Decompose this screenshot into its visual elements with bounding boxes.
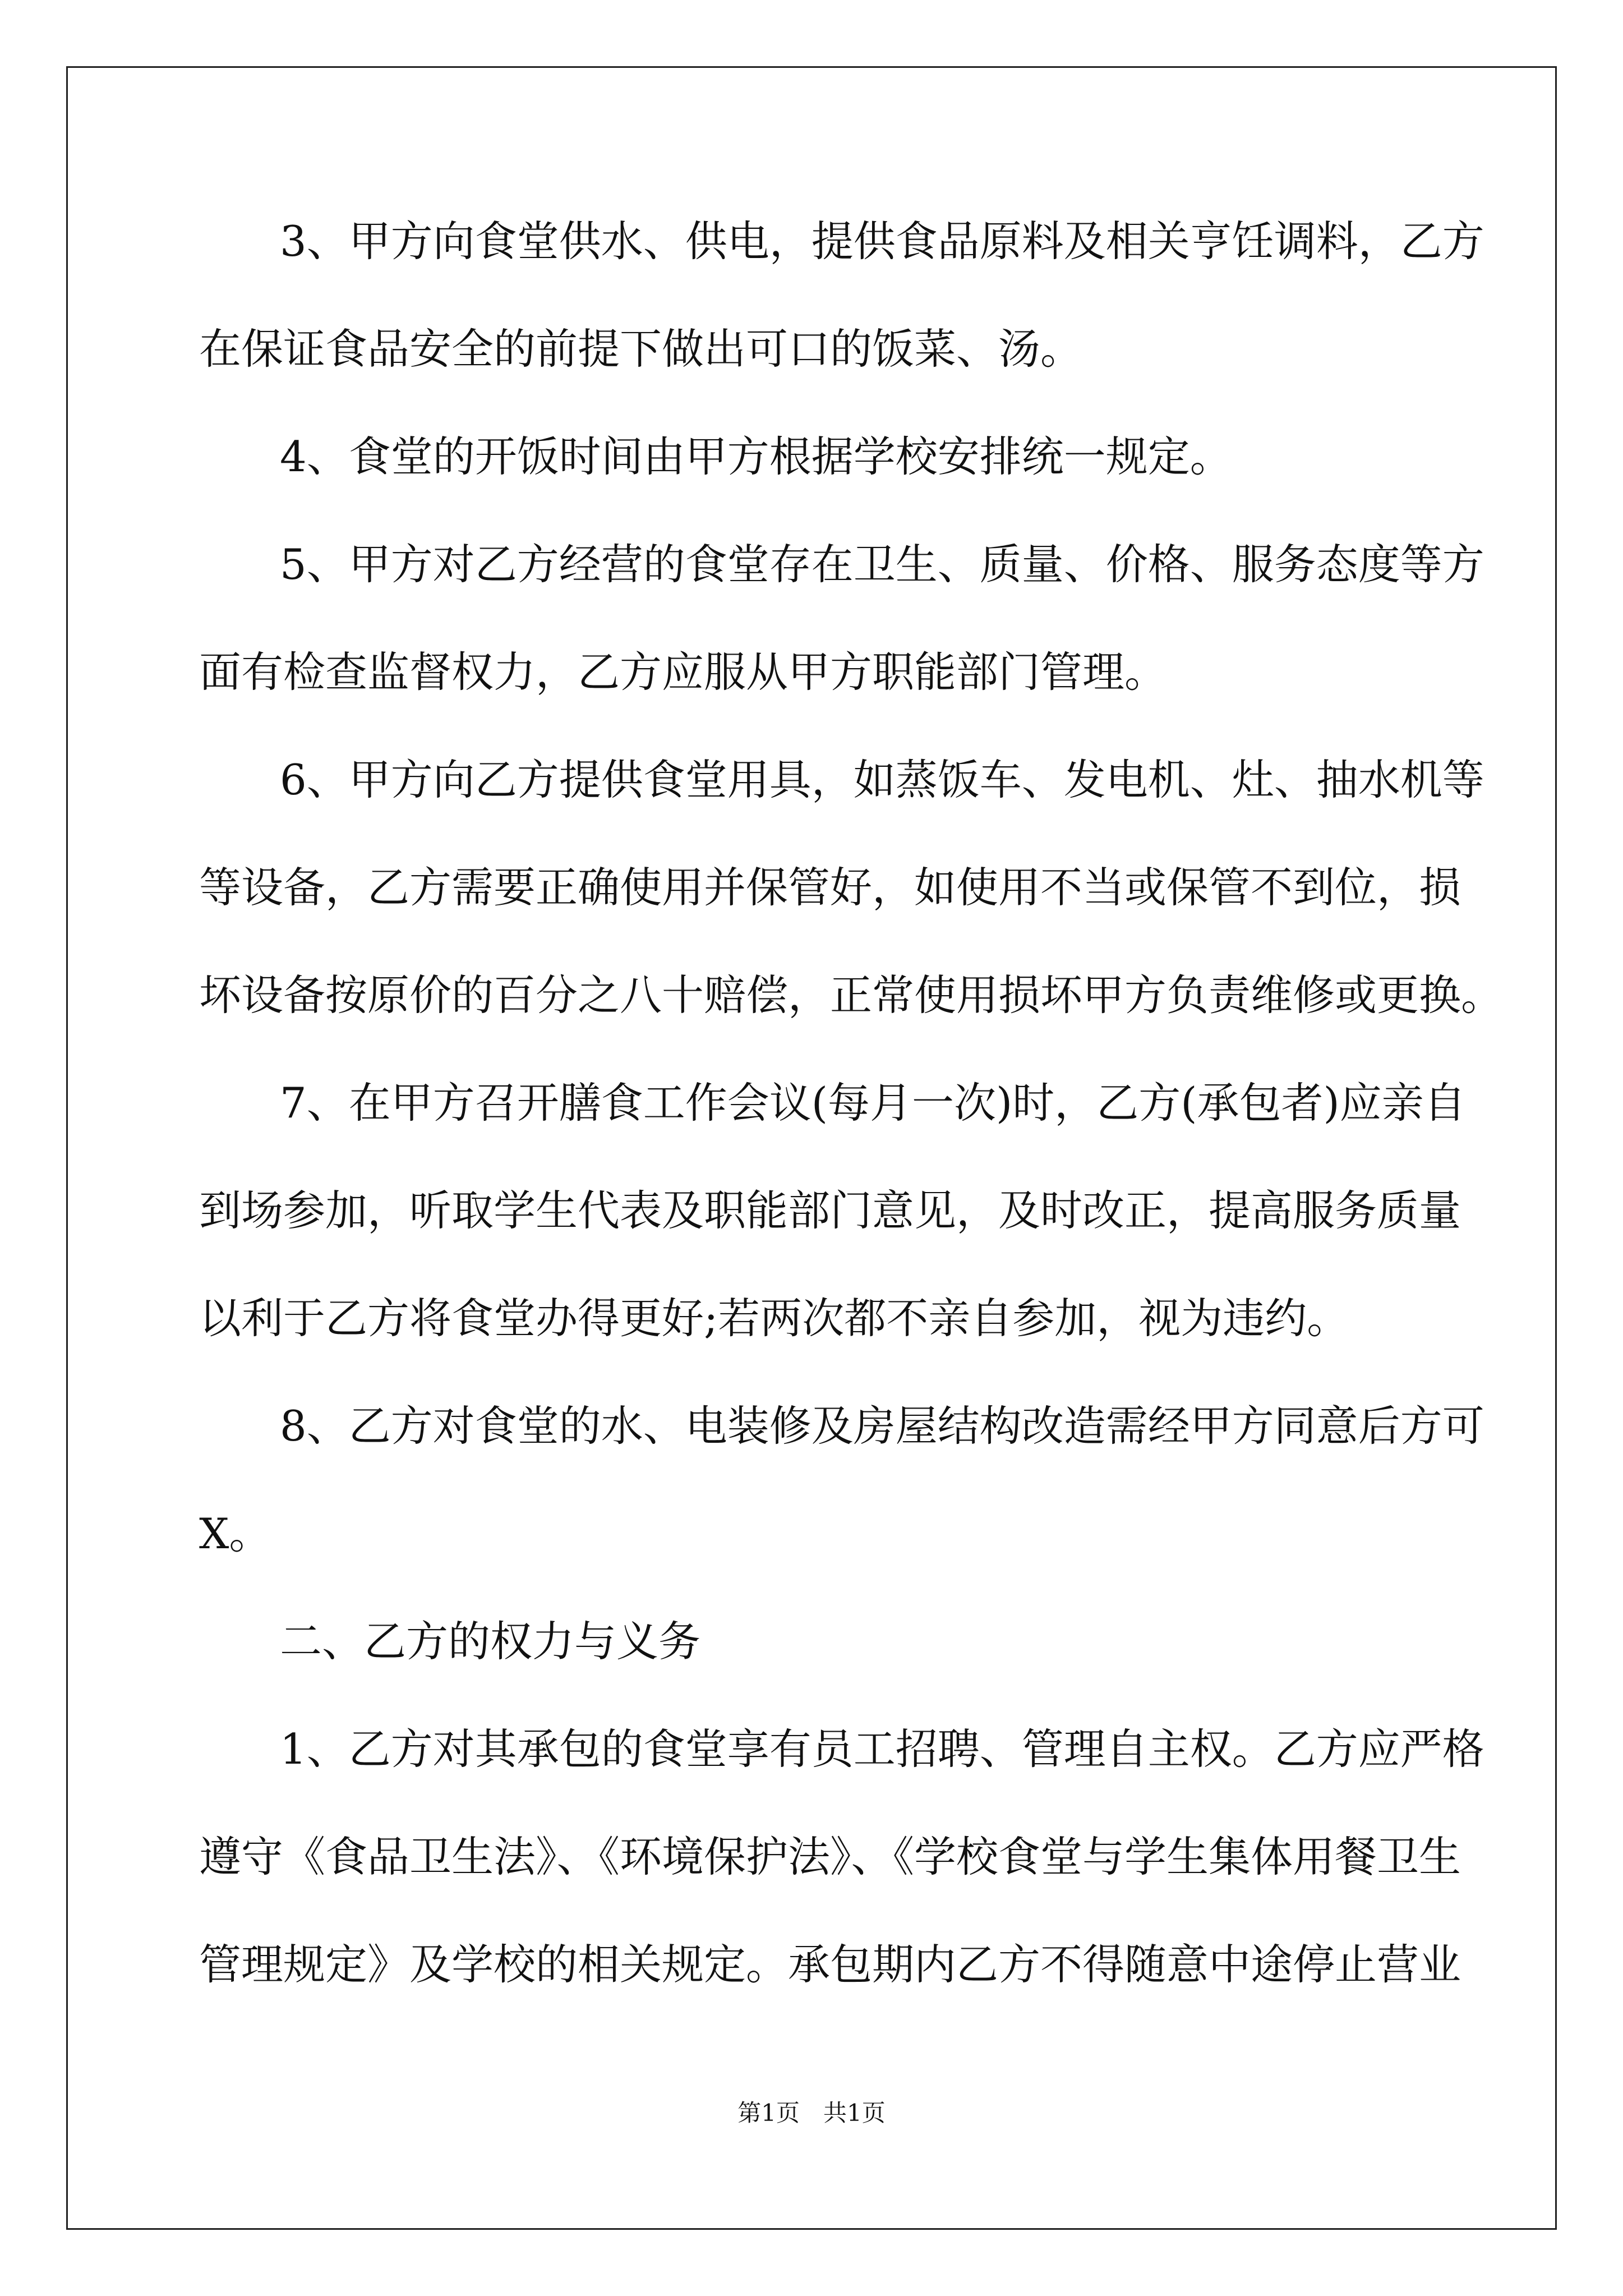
page-number: 第1页 共1页 <box>737 2099 886 2127</box>
paragraph-line: 8、乙方对食堂的水、电装修及房屋结构改造需经甲方同意后方可 <box>280 1401 1484 1451</box>
paragraph-line: 管理规定》及学校的相关规定。承包期内乙方不得随意中途停止营业 <box>199 1940 1461 1989</box>
paragraph-line: 4、食堂的开饭时间由甲方根据学校安排统一规定。 <box>280 432 1232 481</box>
paragraph-line: 1、乙方对其承包的食堂享有员工招聘、管理自主权。乙方应严格 <box>280 1724 1484 1774</box>
paragraph-line: X。 <box>199 1509 271 1558</box>
section-heading: 二、乙方的权力与义务 <box>280 1617 701 1666</box>
paragraph-line: 以利于乙方将食堂办得更好;若两次都不亲自参加，视为违约。 <box>199 1294 1349 1343</box>
paragraph-line: 到场参加，听取学生代表及职能部门意见，及时改正，提高服务质量 <box>199 1186 1461 1235</box>
page-border <box>66 66 1557 2230</box>
paragraph-line: 遵守《食品卫生法》、《环境保护法》、《学校食堂与学生集体用餐卫生 <box>199 1832 1461 1881</box>
paragraph-line: 3、甲方向食堂供水、供电，提供食品原料及相关亨饪调料，乙方 <box>280 217 1484 266</box>
paragraph-line: 面有检查监督权力，乙方应服从甲方职能部门管理。 <box>199 647 1167 697</box>
paragraph-line: 坏设备按原价的百分之八十赔偿，正常使用损坏甲方负责维修或更换。 <box>199 970 1504 1020</box>
paragraph-line: 在保证食品安全的前提下做出可口的饭菜、汤。 <box>199 324 1083 374</box>
paragraph-line: 6、甲方向乙方提供食堂用具，如蒸饭车、发电机、灶、抽水机等 <box>280 755 1484 804</box>
paragraph-line: 5、甲方对乙方经营的食堂存在卫生、质量、价格、服务态度等方 <box>280 540 1484 589</box>
paragraph-line: 等设备，乙方需要正确使用并保管好，如使用不当或保管不到位，损 <box>199 863 1461 912</box>
paragraph-line: 7、在甲方召开膳食工作会议(每月一次)时，乙方(承包者)应亲自 <box>280 1078 1466 1128</box>
